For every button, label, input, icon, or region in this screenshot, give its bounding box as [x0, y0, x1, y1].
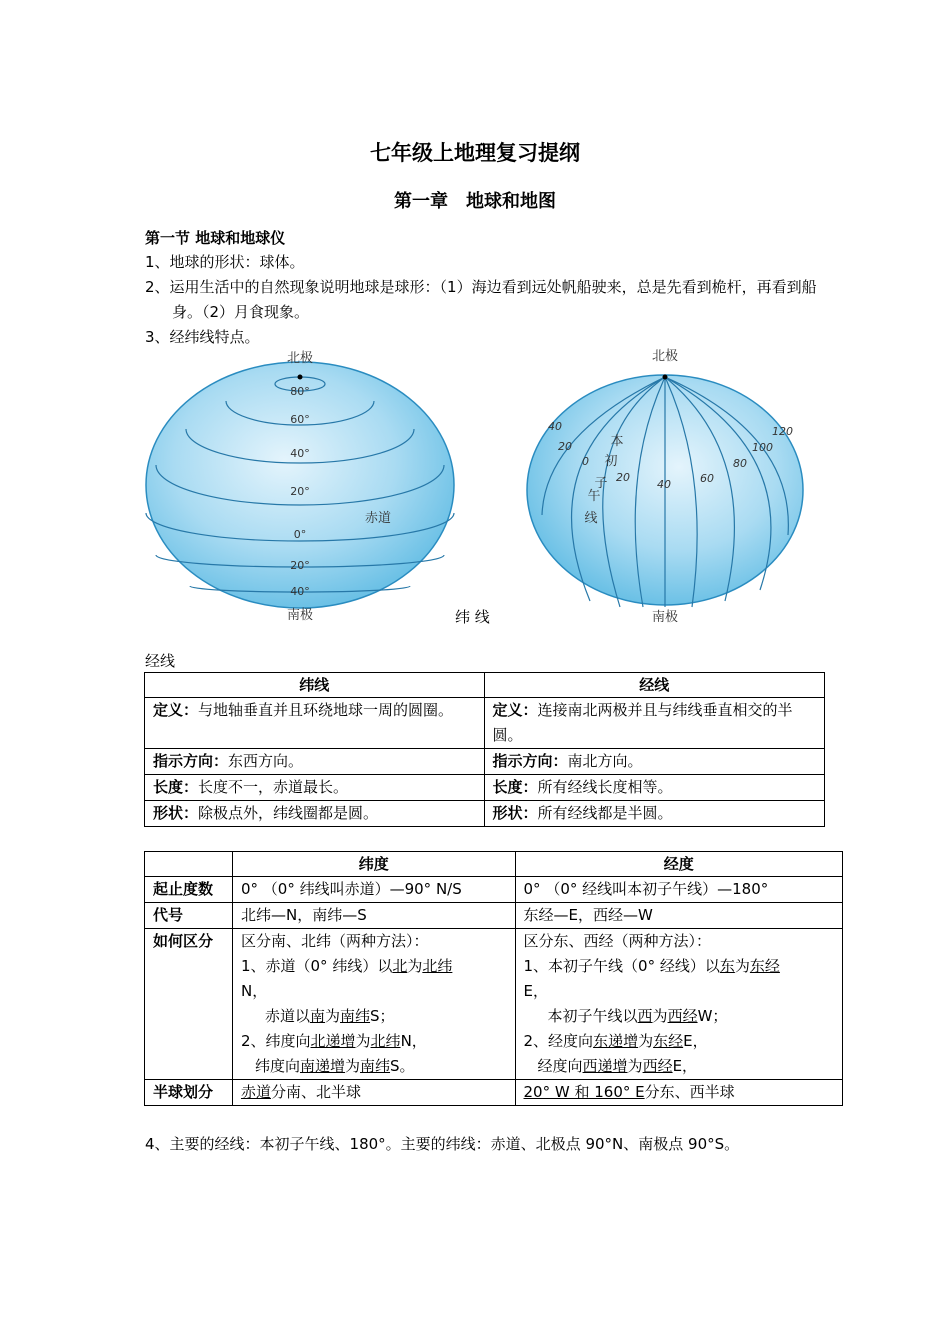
lat-label: 40° [290, 447, 310, 460]
table-row [145, 698, 825, 749]
lat-label: 60° [290, 413, 310, 426]
cell-text: 除极点外，纬线圈都是圆。 [198, 804, 379, 822]
table-row [145, 903, 843, 929]
cell-line: 区分东、西经（两种方法）： [523, 932, 712, 950]
south-pole-label: 南极 [286, 608, 314, 623]
caption-longitude: 经线 [145, 652, 176, 670]
table-row [145, 1080, 843, 1106]
cell-label: 长度： [492, 778, 538, 796]
prime-meridian-char: 本 [610, 434, 624, 449]
item-4: 4、主要的经线：本初子午线、180°。主要的纬线：赤道、北极点 90°N、南极点 90°S。 [145, 1135, 740, 1153]
cell-text: 长度不一，赤道最长。 [198, 778, 349, 796]
cell-label: 形状： [153, 804, 199, 822]
page-title: 七年级上地理复习提纲 [370, 141, 580, 165]
item-2: 2、运用生活中的自然现象说明地球是球形：（1）海边看到远处帆船驶来，总是先看到桅杆，再看到船身。（2）月食现象。 [145, 278, 817, 321]
lon-label: 120 [772, 425, 793, 438]
latitude-globe [140, 345, 460, 625]
cell-text: 所有经线都是半圆。 [537, 804, 673, 822]
cell-text: 南北方向。 [567, 752, 643, 770]
item-1: 1、地球的形状：球体。 [145, 253, 305, 271]
prime-meridian-char: 线 [584, 511, 598, 526]
cell-line: 经度向西递增为西经E， [537, 1057, 698, 1075]
lat-label: 20° [290, 559, 310, 572]
caption-latitude: 纬 线 [455, 608, 490, 626]
prime-meridian-char: 午 [587, 489, 601, 504]
cell-label: 定义： [153, 701, 199, 719]
table-row [145, 749, 825, 775]
lines-comparison-table [144, 672, 825, 827]
lon-label: 40 [657, 478, 671, 491]
table-header: 纬度 [232, 852, 515, 877]
row-label: 如何区分 [145, 929, 233, 1080]
cell-line: 赤道以南为南纬S； [264, 1007, 395, 1025]
cell-line: 2、经度向东递增为东经E， [523, 1032, 708, 1050]
section-heading: 第一节 地球和地球仪 [145, 229, 286, 247]
north-pole-label: 北极 [286, 351, 314, 366]
cell-text: 东西方向。 [228, 752, 304, 770]
row-label: 代号 [145, 903, 233, 929]
table-header: 经线 [484, 673, 825, 698]
lat-label: 80° [290, 385, 310, 398]
cell-label: 指示方向： [153, 752, 229, 770]
code-latitude: 北纬—N，南纬—S [232, 903, 515, 929]
distinguish-latitude [232, 929, 515, 1080]
cell-label: 指示方向： [492, 752, 568, 770]
cell-label: 定义： [492, 701, 538, 719]
table-row [145, 929, 843, 1080]
south-pole-label: 南极 [651, 610, 679, 625]
cell-text: 连接南北两极并且与纬线垂直相交的半圆。 [492, 701, 793, 744]
cell-label: 形状： [492, 804, 538, 822]
longitude-globe [520, 345, 820, 625]
chapter-heading: 第一章 地球和地图 [394, 191, 556, 212]
table-header: 经度 [515, 852, 842, 877]
distinguish-longitude [515, 929, 842, 1080]
cell-line: 本初子午线以西为西经W； [547, 1007, 728, 1025]
equator-label: 赤道 [365, 511, 392, 526]
lon-label: 60 [700, 472, 714, 485]
table-row [145, 801, 825, 827]
lon-label: 20 [616, 471, 630, 484]
prime-meridian-char: 子 [594, 476, 608, 491]
range-latitude: 0° （0° 纬线叫赤道）—90° N/S [232, 877, 515, 903]
table-header: 纬线 [145, 673, 485, 698]
lon-label: 80 [733, 457, 747, 470]
lon-label: 0 [582, 455, 589, 468]
lon-label: 20 [558, 440, 572, 453]
cell-line: 纬度向南递增为南纬S。 [254, 1057, 415, 1075]
row-label: 起止度数 [145, 877, 233, 903]
lat-label: 20° [290, 485, 310, 498]
lon-label: 40 [548, 420, 562, 433]
prime-meridian-char: 初 [604, 454, 618, 469]
code-longitude: 东经—E，西经—W [515, 903, 842, 929]
cell-line: 1、赤道（0° 纬线）以北为北纬 N， [240, 957, 453, 1000]
north-pole-label: 北极 [651, 349, 679, 364]
degrees-comparison-table [144, 851, 843, 1106]
hemisphere-latitude: 赤道分南、北半球 [232, 1080, 515, 1106]
lat-label: 40° [290, 585, 310, 598]
cell-text: 与地轴垂直并且环绕地球一周的圆圈。 [198, 701, 454, 719]
range-longitude: 0° （0° 经线叫本初子午线）—180° [515, 877, 842, 903]
hemisphere-longitude: 20° W 和 160° E分东、西半球 [515, 1080, 842, 1106]
cell-text: 所有经线长度相等。 [537, 778, 673, 796]
cell-line: 2、纬度向北递增为北纬N， [240, 1032, 427, 1050]
row-label: 半球划分 [145, 1080, 233, 1106]
table-row [145, 877, 843, 903]
table-header [145, 852, 233, 877]
lat-label: 0° [293, 528, 307, 541]
cell-label: 长度： [153, 778, 199, 796]
cell-line: 1、本初子午线（0° 经线）以东为东经 E， [523, 957, 780, 1000]
table-row [145, 775, 825, 801]
lon-label: 100 [752, 441, 773, 454]
item-3: 3、经纬线特点。 [145, 328, 260, 346]
cell-line: 区分南、北纬（两种方法）： [240, 932, 429, 950]
